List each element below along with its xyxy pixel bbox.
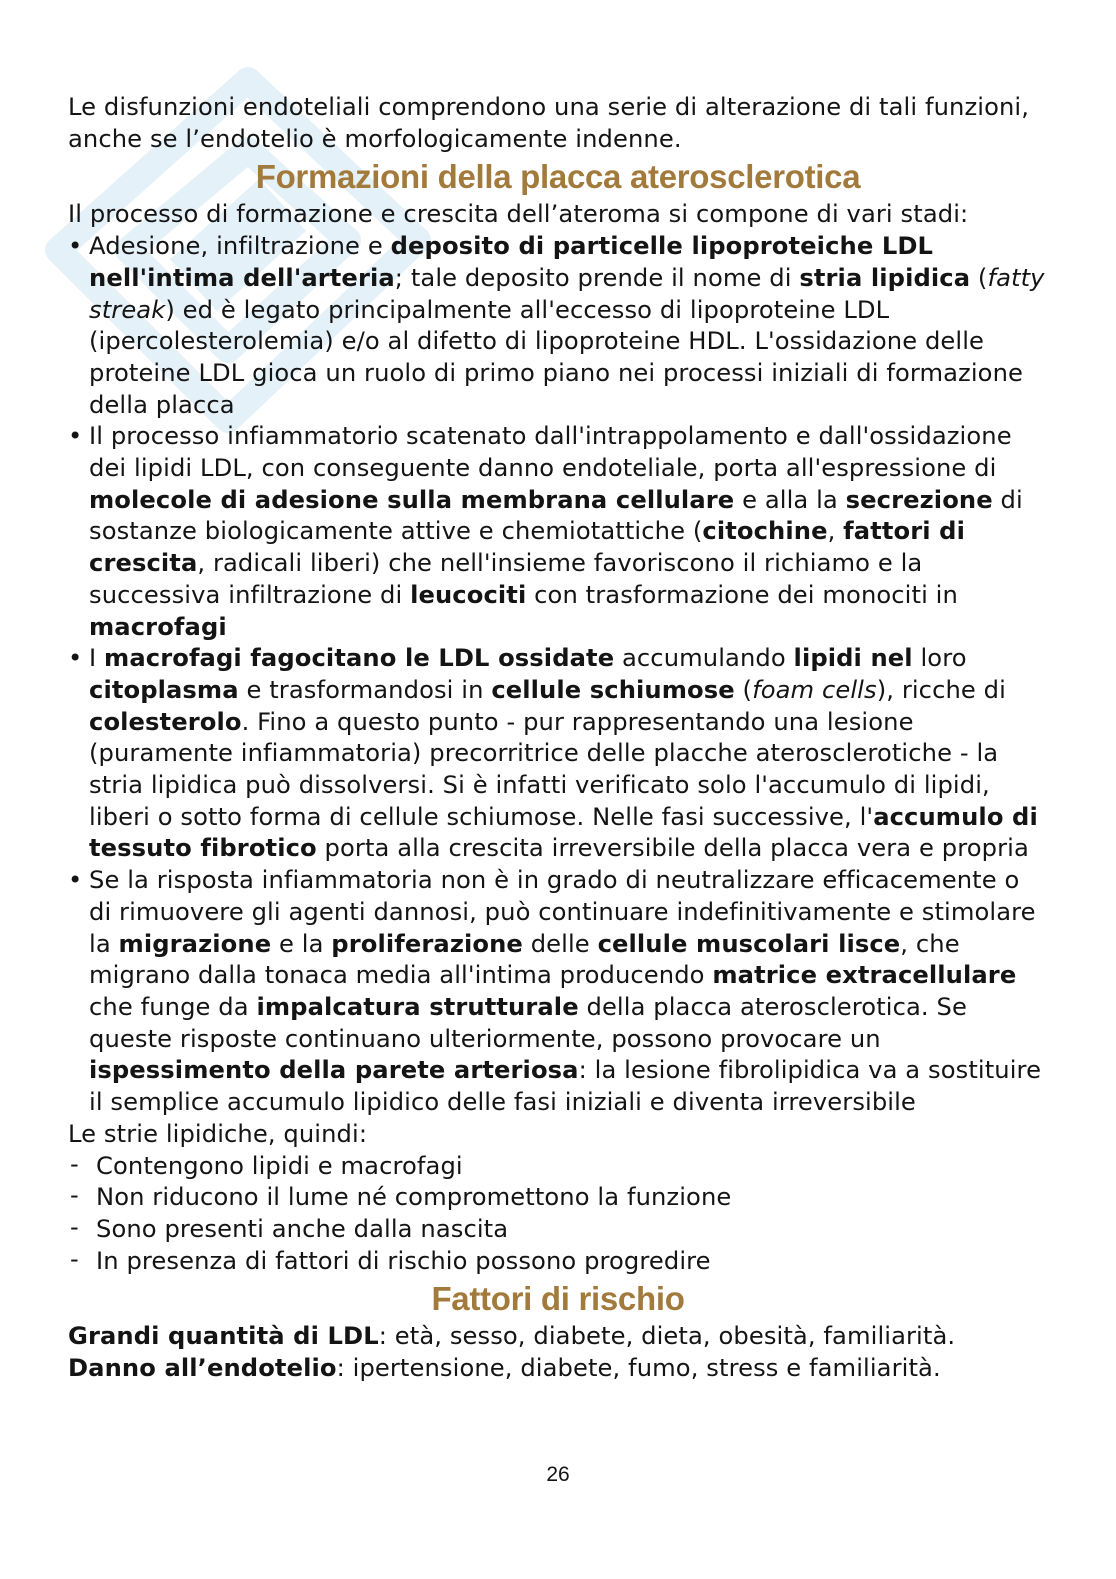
strie-item: - Contengono lipidi e macrofagi [68,1151,1048,1183]
stage-item-1: • Adesione, infiltrazione e deposito di particelle lipoproteiche LDL nell'intima dell'arteria; tale deposito prende il nome di stria lipidica (fatty streak) ed è legato principalmente all'eccesso di lipoproteine LDL (ipercolesterolemia) e/o al difetto di lipoproteine HDL. L'ossidazione delle proteine LDL gioca un ruolo di primo piano nei processi iniziali di formazione della placca [68,231,1048,421]
strie-item: - In presenza di fattori di rischio possono progredire [68,1246,1048,1278]
strie-item: - Sono presenti anche dalla nascita [68,1214,1048,1246]
strie-item: - Non riducono il lume né compromettono la funzione [68,1182,1048,1214]
page-content [68,92,1048,1385]
stage-item-3: • I macrofagi fagocitano le LDL ossidate accumulando lipidi nel loro citoplasma e trasformandosi in cellule schiumose (foam cells), ricche di colesterolo. Fino a questo punto - pur rappresentando una lesione (puramente infiammatoria) precorritrice delle placche aterosclerotiche - la stria lipidica può dissolversi. Si è infatti verificato solo l'accumulo di lipidi, liberi o sotto forma di cellule schiumose. Nelle fasi successive, l'accumulo di tessuto fibrotico porta alla crescita irreversibile della placca vera e propria [68,643,1048,865]
risk-line-endotelio: Danno all’endotelio: ipertensione, diabete, fumo, stress e familiarità. [68,1354,941,1383]
intro-paragraph: Le disfunzioni endoteliali comprendono una serie di alterazione di tali funzioni, anche se l’endotelio è morfologicamente indenne. [68,93,1030,153]
stages-list [68,231,1048,1119]
stages-lead: Il processo di formazione e crescita dell’ateroma si compone di vari stadi: [68,200,969,229]
risk-line-ldl: Grandi quantità di LDL: età, sesso, diabete, dieta, obesità, familiarità. [68,1322,956,1351]
strie-list [68,1151,1048,1278]
stage-item-4: • Se la risposta infiammatoria non è in grado di neutralizzare efficacemente o di rimuovere gli agenti dannosi, può continuare indefinitivamente e stimolare la migrazione e la proliferazione delle cellule muscolari lisce, che migrano dalla tonaca media all'intima producendo matrice extracellulare che funge da impalcatura strutturale della placca aterosclerotica. Se queste risposte continuano ulteriormente, possono provocare un ispessimento della parete arteriosa: la lesione fibrolipidica va a sostituire il semplice accumulo lipidico delle fasi iniziali e diventa irreversibile [68,865,1048,1119]
page-number: 26 [546,1463,570,1486]
section-heading-placca: Formazioni della placca aterosclerotica [255,158,861,196]
strie-lead: Le strie lipidiche, quindi: [68,1119,368,1148]
stage-item-2: • Il processo infiammatorio scatenato dall'intrappolamento e dall'ossidazione dei lipidi LDL, con conseguente danno endoteliale, porta all'espressione di molecole di adesione sulla membrana cellulare e alla la secrezione di sostanze biologicamente attive e chemiotattiche (citochine, fattori di crescita, radicali liberi) che nell'insieme favoriscono il richiamo e la successiva infiltrazione di leucociti con trasformazione dei monociti in macrofagi [68,421,1048,643]
section-heading-rischio: Fattori di rischio [431,1280,685,1318]
